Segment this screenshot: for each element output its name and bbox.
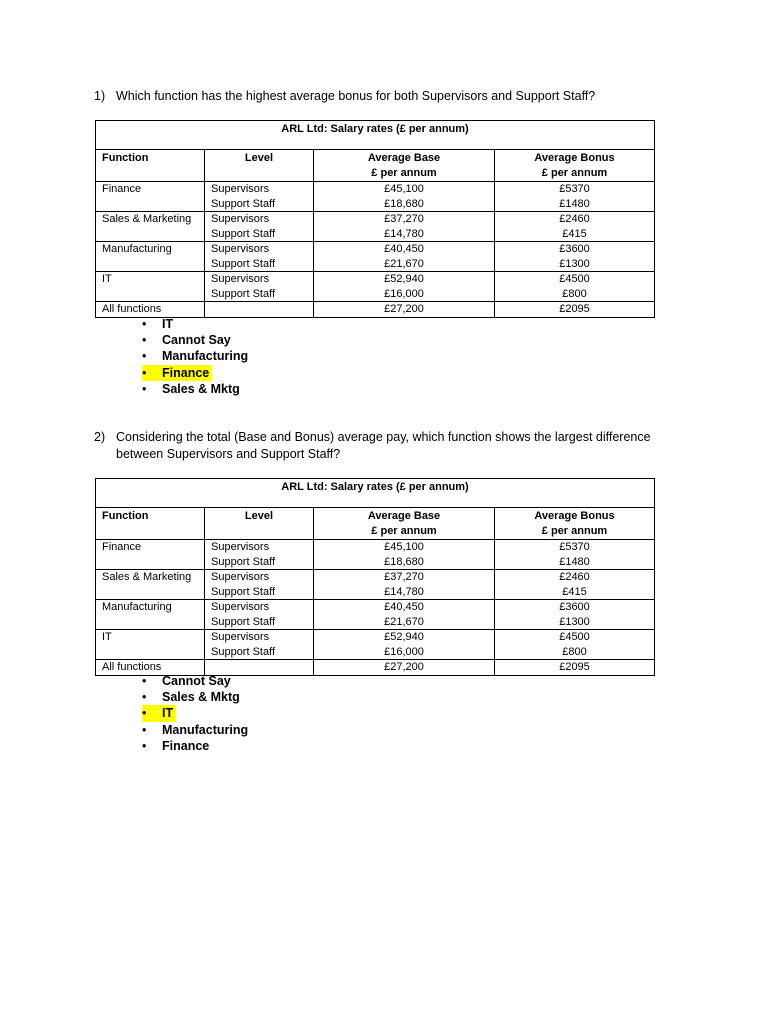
answer-option[interactable] xyxy=(142,381,248,397)
level-support-staff: Support Staff xyxy=(211,287,276,300)
base-support-staff: £16,000 xyxy=(384,287,424,300)
header-bonus-line1: Average Bonus xyxy=(534,510,615,522)
bonus-supervisors: £4500 xyxy=(559,273,590,285)
header-level: Level xyxy=(205,508,314,540)
question-2 xyxy=(94,429,684,463)
bullet-icon: • xyxy=(142,738,147,753)
table-header-row xyxy=(96,150,655,182)
base-supervisors: £45,100 xyxy=(384,541,424,553)
answer-option[interactable] xyxy=(142,348,248,364)
table-row xyxy=(96,242,655,272)
base-supervisors: £52,940 xyxy=(384,273,424,285)
total-average-base: £27,200 xyxy=(314,302,495,318)
bonus-supervisors: £4500 xyxy=(559,631,590,643)
base-supervisors: £40,450 xyxy=(384,243,424,255)
header-base-line2: £ per annum xyxy=(371,166,437,179)
header-bonus-line2: £ per annum xyxy=(541,524,608,537)
table-row xyxy=(96,540,655,570)
answer-option[interactable] xyxy=(142,316,248,332)
bullet-icon: • xyxy=(142,706,147,721)
cell-function: Manufacturing xyxy=(96,242,205,272)
table-row xyxy=(96,630,655,660)
level-supervisors: Supervisors xyxy=(211,631,270,643)
level-supervisors: Supervisors xyxy=(211,183,270,195)
base-supervisors: £52,940 xyxy=(384,631,424,643)
bonus-supervisors: £3600 xyxy=(559,243,590,255)
header-average-bonus xyxy=(495,508,655,540)
answer-option[interactable] xyxy=(142,738,248,754)
bonus-support-staff: £800 xyxy=(562,645,587,658)
question-1 xyxy=(94,88,684,105)
cell-average-bonus xyxy=(495,272,655,302)
table-header-row xyxy=(96,508,655,540)
option-label: Sales & Mktg xyxy=(162,381,240,396)
answer-options-1 xyxy=(142,316,248,397)
answer-options-2 xyxy=(142,673,248,754)
cell-average-bonus xyxy=(495,212,655,242)
level-support-staff: Support Staff xyxy=(211,585,276,598)
option-label: Finance xyxy=(162,365,210,380)
cell-average-bonus xyxy=(495,242,655,272)
cell-average-bonus xyxy=(495,570,655,600)
answer-option[interactable] xyxy=(142,365,211,381)
base-supervisors: £40,450 xyxy=(384,601,424,613)
table-row xyxy=(96,212,655,242)
cell-function: Sales & Marketing xyxy=(96,570,205,600)
bonus-support-staff: £415 xyxy=(562,227,587,240)
bonus-support-staff: £1480 xyxy=(559,555,590,568)
cell-level xyxy=(205,600,314,630)
cell-average-bonus xyxy=(495,540,655,570)
option-label: Manufacturing xyxy=(162,349,249,364)
cell-average-base xyxy=(314,570,495,600)
bullet-icon: • xyxy=(142,317,147,331)
answer-option[interactable] xyxy=(142,673,248,689)
table-caption-row xyxy=(96,121,655,150)
table-total-row xyxy=(96,302,655,318)
level-supervisors: Supervisors xyxy=(211,541,270,553)
level-support-staff: Support Staff xyxy=(211,197,276,210)
cell-level xyxy=(205,630,314,660)
total-average-base: £27,200 xyxy=(314,660,495,676)
option-label: Finance xyxy=(162,738,210,753)
cell-level xyxy=(205,540,314,570)
cell-function: IT xyxy=(96,272,205,302)
level-supervisors: Supervisors xyxy=(211,243,270,255)
cell-level xyxy=(205,272,314,302)
bullet-icon: • xyxy=(142,333,147,348)
level-supervisors: Supervisors xyxy=(211,213,270,225)
header-bonus-line1: Average Bonus xyxy=(534,152,615,164)
base-support-staff: £18,680 xyxy=(384,197,424,210)
question-text: Considering the total (Base and Bonus) average pay, which function shows the largest difference between Supervisors and Support Staff? xyxy=(116,430,651,461)
question-text: Which function has the highest average bonus for both Supervisors and Support Staff? xyxy=(116,89,596,103)
answer-option[interactable] xyxy=(142,689,248,705)
total-average-bonus: £2095 xyxy=(495,302,655,318)
total-average-bonus: £2095 xyxy=(495,660,655,676)
level-supervisors: Supervisors xyxy=(211,273,270,285)
cell-level xyxy=(205,242,314,272)
level-support-staff: Support Staff xyxy=(211,615,276,628)
cell-function: Finance xyxy=(96,540,205,570)
base-support-staff: £14,780 xyxy=(384,585,424,598)
cell-function: Manufacturing xyxy=(96,600,205,630)
cell-average-base xyxy=(314,600,495,630)
cell-level xyxy=(205,212,314,242)
cell-average-bonus xyxy=(495,182,655,212)
total-function: All functions xyxy=(96,302,205,318)
table-row xyxy=(96,272,655,302)
table-caption-row xyxy=(96,479,655,508)
cell-average-bonus xyxy=(495,600,655,630)
header-base-line1: Average Base xyxy=(367,510,441,522)
bonus-supervisors: £2460 xyxy=(559,213,590,225)
table-title: ARL Ltd: Salary rates (£ per annum) xyxy=(96,121,655,150)
header-level: Level xyxy=(205,150,314,182)
level-support-staff: Support Staff xyxy=(211,257,276,270)
bonus-support-staff: £1480 xyxy=(559,197,590,210)
option-label: Sales & Mktg xyxy=(162,690,240,705)
bonus-support-staff: £800 xyxy=(562,287,587,300)
header-function: Function xyxy=(96,508,205,540)
table-row xyxy=(96,570,655,600)
answer-option[interactable] xyxy=(142,722,248,738)
level-supervisors: Supervisors xyxy=(211,601,270,613)
level-support-staff: Support Staff xyxy=(211,645,276,658)
base-supervisors: £37,270 xyxy=(384,213,424,225)
header-average-base xyxy=(314,150,495,182)
header-average-bonus xyxy=(495,150,655,182)
bullet-icon: • xyxy=(142,381,147,396)
base-support-staff: £16,000 xyxy=(384,645,424,658)
table-row xyxy=(96,182,655,212)
bonus-supervisors: £3600 xyxy=(559,601,590,613)
total-function: All functions xyxy=(96,660,205,676)
base-supervisors: £45,100 xyxy=(384,183,424,195)
level-supervisors: Supervisors xyxy=(211,571,270,583)
option-label: Manufacturing xyxy=(162,722,249,737)
cell-function: IT xyxy=(96,630,205,660)
cell-function: Finance xyxy=(96,182,205,212)
bonus-supervisors: £5370 xyxy=(559,183,590,195)
base-support-staff: £21,670 xyxy=(384,257,424,270)
salary-table-2 xyxy=(95,478,655,676)
base-supervisors: £37,270 xyxy=(384,571,424,583)
header-base-line2: £ per annum xyxy=(371,524,437,537)
option-label: IT xyxy=(162,317,174,331)
bullet-icon: • xyxy=(142,365,147,380)
cell-average-base xyxy=(314,272,495,302)
question-number: 1) xyxy=(94,89,106,103)
bonus-support-staff: £415 xyxy=(562,585,587,598)
option-label: Cannot Say xyxy=(162,674,231,688)
bullet-icon: • xyxy=(142,674,147,688)
answer-option[interactable] xyxy=(142,332,248,348)
base-support-staff: £14,780 xyxy=(384,227,424,240)
cell-average-base xyxy=(314,540,495,570)
header-function: Function xyxy=(96,150,205,182)
bonus-support-staff: £1300 xyxy=(559,257,590,270)
cell-level xyxy=(205,570,314,600)
bullet-icon: • xyxy=(142,690,147,705)
cell-average-base xyxy=(314,212,495,242)
total-level xyxy=(205,302,314,318)
bonus-support-staff: £1300 xyxy=(559,615,590,628)
base-support-staff: £18,680 xyxy=(384,555,424,568)
table-title: ARL Ltd: Salary rates (£ per annum) xyxy=(96,479,655,508)
salary-table-1 xyxy=(95,120,655,318)
option-label: IT xyxy=(162,706,174,721)
answer-option[interactable] xyxy=(142,705,175,721)
base-support-staff: £21,670 xyxy=(384,615,424,628)
header-bonus-line2: £ per annum xyxy=(541,166,608,179)
option-label: Cannot Say xyxy=(162,333,231,348)
cell-average-base xyxy=(314,242,495,272)
cell-average-bonus xyxy=(495,630,655,660)
level-support-staff: Support Staff xyxy=(211,227,276,240)
level-support-staff: Support Staff xyxy=(211,555,276,568)
bullet-icon: • xyxy=(142,722,147,737)
cell-level xyxy=(205,182,314,212)
question-number: 2) xyxy=(94,430,106,444)
bonus-supervisors: £5370 xyxy=(559,541,590,553)
bonus-supervisors: £2460 xyxy=(559,571,590,583)
cell-average-base xyxy=(314,182,495,212)
cell-average-base xyxy=(314,630,495,660)
header-base-line1: Average Base xyxy=(367,152,441,164)
bullet-icon: • xyxy=(142,349,147,364)
header-average-base xyxy=(314,508,495,540)
cell-function: Sales & Marketing xyxy=(96,212,205,242)
table-row xyxy=(96,600,655,630)
